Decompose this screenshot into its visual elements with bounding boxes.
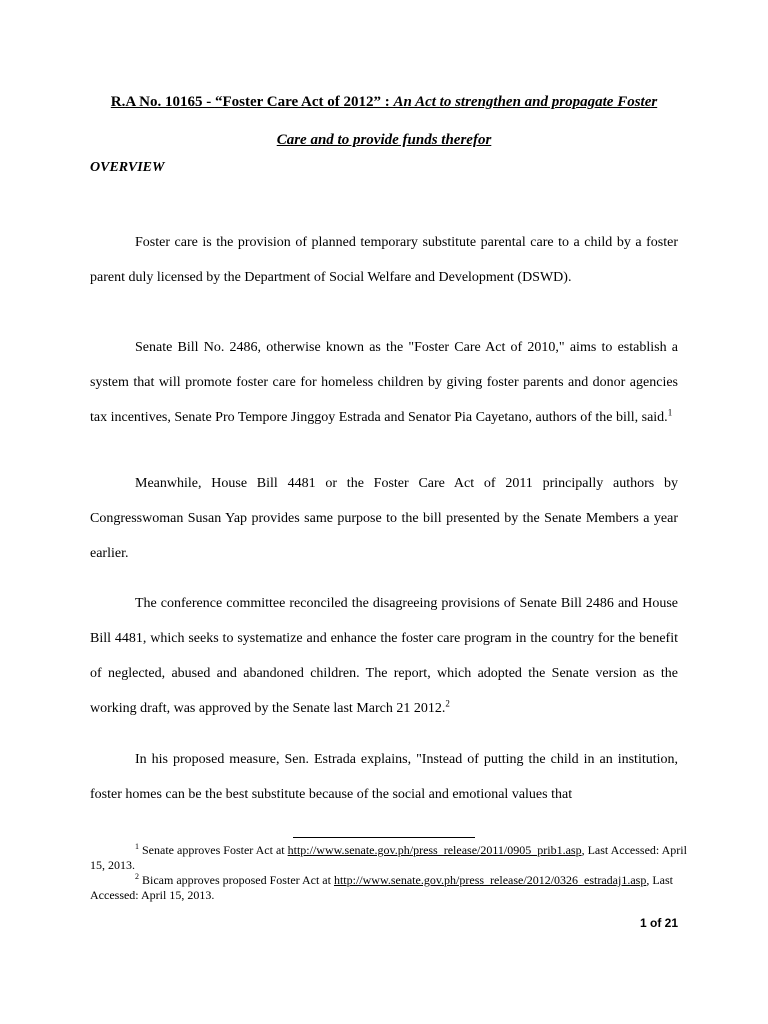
footnote-suffix: , Last Accessed: April 15, 2013. [90, 873, 674, 902]
title-line-2 [90, 121, 678, 159]
paragraph-text: Senate Bill No. 2486, otherwise known as the "Foster Care Act of 2010," aims to establish a system that will promote foster care for homeless children by giving foster parents and donor agencies tax incentives, Senate Pro Tempore Jinggoy Estrada and Senator Pia Cayetano, authors of the bill, said. [90, 340, 678, 425]
title-line-1 [90, 83, 678, 121]
ra-number: R.A No. 10165 - [110, 94, 215, 110]
paragraph-5 [90, 742, 678, 812]
section-heading: OVERVIEW [90, 160, 165, 175]
page-number: 1 of 21 [639, 916, 678, 930]
footnote-2 [90, 873, 690, 903]
act-name: “Foster Care Act of 2012” : [214, 94, 394, 110]
paragraph-4 [90, 586, 678, 726]
footnote-ref-1: 1 [667, 407, 673, 418]
paragraph-text: In his proposed measure, Sen. Estrada explains, "Instead of putting the child in an institution, foster homes can be the best substitute because of the social and emotional values that [90, 752, 678, 802]
footnote-number: 1 [135, 842, 139, 851]
footnote-prefix: Bicam approves proposed Foster Act at [139, 873, 334, 887]
footnote-link[interactable]: http://www.senate.gov.ph/press_release/2011/0905_prib1.asp [287, 843, 582, 857]
footnotes [90, 843, 690, 903]
footnote-suffix: , Last Accessed: April 15, 2013. [90, 843, 687, 872]
footnote-1 [90, 843, 690, 873]
footnote-link[interactable]: http://www.senate.gov.ph/press_release/2012/0326_estradaj1.asp [333, 873, 647, 887]
footnote-prefix: Senate approves Foster Act at [139, 843, 288, 857]
document-title [90, 83, 678, 159]
paragraph-1 [90, 225, 678, 295]
paragraph-text: Foster care is the provision of planned temporary substitute parental care to a child by a foster parent duly licensed by the Department of Social Welfare and Development (DSWD). [90, 235, 678, 285]
footnote-separator [293, 837, 475, 838]
act-description-1: An Act to strengthen and propagate Foster [393, 94, 658, 110]
paragraph-2 [90, 330, 678, 435]
footnote-number: 2 [135, 872, 139, 881]
paragraph-text: The conference committee reconciled the disagreeing provisions of Senate Bill 2486 and House Bill 4481, which seeks to systematize and enhance the foster care program in the country for the benefit of neglected, abused and abandoned children. The report, which adopted the Senate version as the working draft, was approved by the Senate last March 21 2012. [90, 596, 678, 716]
footnote-ref-2: 2 [445, 698, 450, 709]
paragraph-text: Meanwhile, House Bill 4481 or the Foster Care Act of 2011 principally authors by Congresswoman Susan Yap provides same purpose to the bill presented by the Senate Members a year earlier. [90, 476, 678, 561]
act-description-2: Care and to provide funds therefor [276, 132, 492, 148]
paragraph-3 [90, 466, 678, 571]
